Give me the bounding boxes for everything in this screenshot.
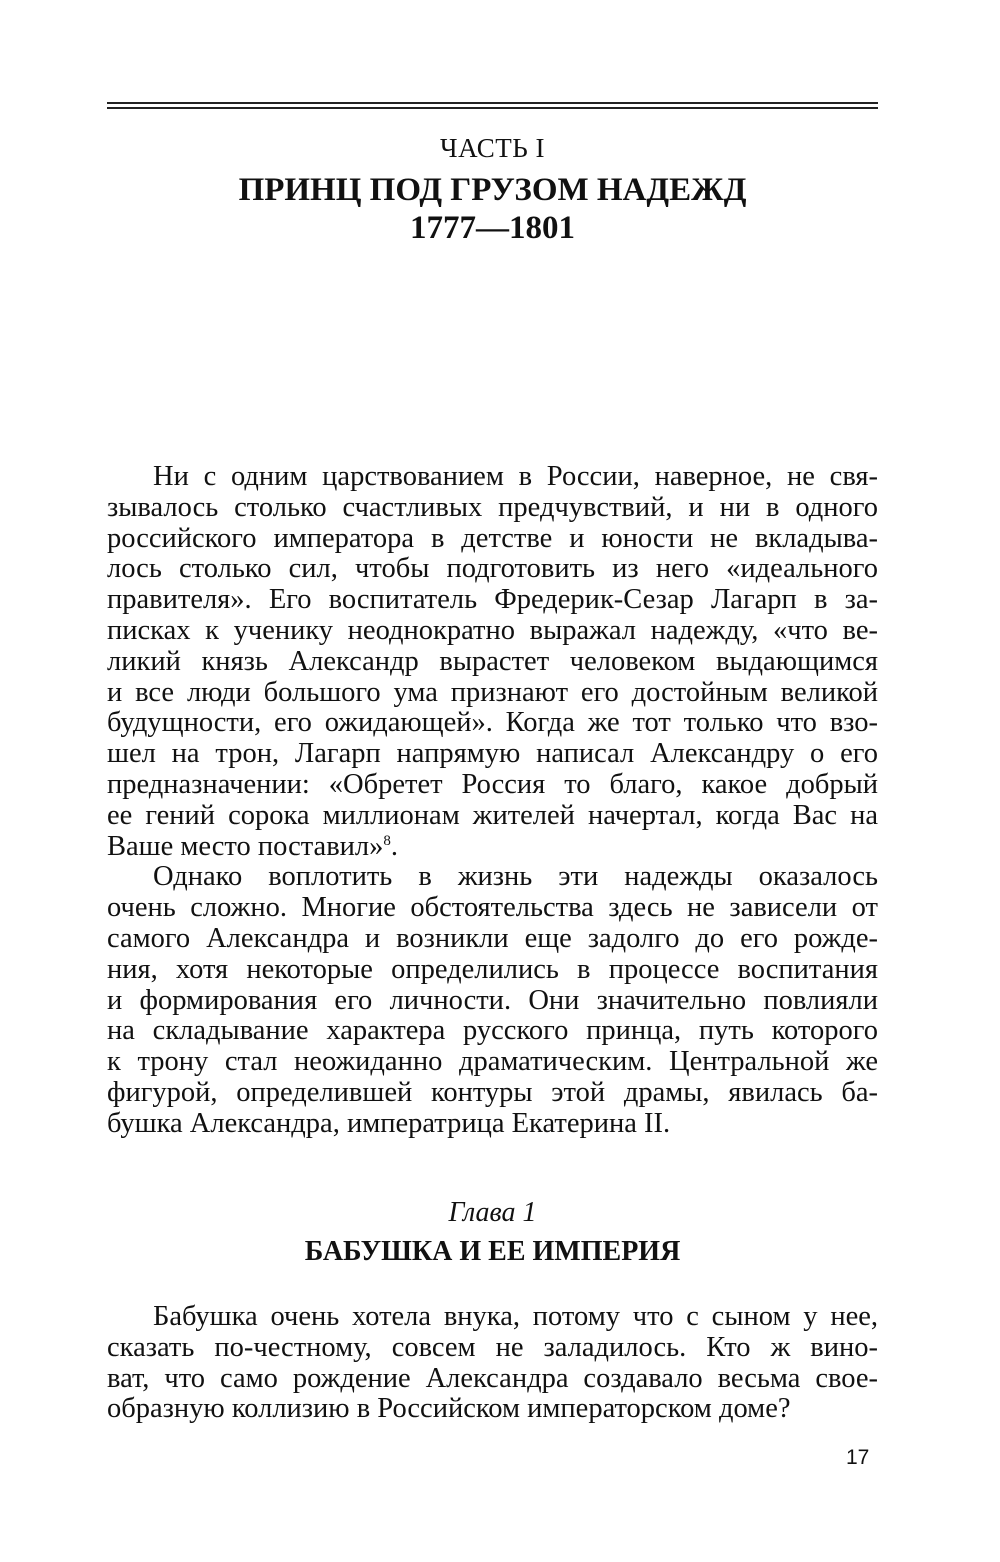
text-line: сказать по-честному, совсем не заладилось. Кто ж вино- xyxy=(107,1331,878,1363)
text-line: Бабушка очень хотела внука, потому что с сыном у нее, xyxy=(153,1301,878,1332)
text-line xyxy=(107,832,878,863)
text-line: писках к ученику неоднократно выражал надежду, «что ве- xyxy=(107,614,878,646)
text-line: Ни с одним царствованием в России, наверное, не свя- xyxy=(153,461,878,492)
chapter-title: БАБУШКА И ЕЕ ИМПЕРИЯ xyxy=(304,1236,681,1267)
top-rule-1 xyxy=(107,102,878,104)
text-line: правителя». Его воспитатель Фредерик-Сезар Лагарп в за- xyxy=(107,584,878,616)
page-number: 17 xyxy=(846,1446,870,1469)
chapter-label: Глава 1 xyxy=(448,1197,537,1228)
text-line: ее гений сорока миллионам жителей начертал, когда Вас на xyxy=(107,799,878,831)
footnote-reference[interactable]: 8 xyxy=(383,832,391,849)
text-line: лось столько сил, чтобы подготовить из него «идеального xyxy=(107,553,878,585)
text-line: зывалось столько счастливых предчувствий, и ни в одного xyxy=(107,491,878,523)
text-line: фигурой, определившей контуры этой драмы, явилась ба- xyxy=(107,1076,878,1108)
text-line: к трону стал неожиданно драматическим. Центральной же xyxy=(107,1046,878,1078)
text-line: бушка Александра, императрица Екатерина II. xyxy=(107,1107,671,1139)
intro-text xyxy=(107,462,878,1140)
text-line: ват, что само рождение Александра создавало весьма свое- xyxy=(107,1362,878,1394)
part-years: 1777—1801 xyxy=(410,210,575,246)
text-line: и все люди большого ума признают его достойным великой xyxy=(107,676,878,708)
text-line: и формирования его личности. Они значительно повлияли xyxy=(107,984,878,1016)
text-line: российского императора в детстве и юности не вкладыва- xyxy=(107,522,878,554)
text-line: ния, хотя некоторые определились в процессе воспитания xyxy=(107,953,878,985)
text-fragment: . xyxy=(390,830,398,862)
text-line: шел на трон, Лагарп напрямую написал Александру о его xyxy=(107,738,878,770)
top-rule-2 xyxy=(107,107,878,109)
text-line: будущности, его ожидающей». Когда же тот только что взо- xyxy=(107,707,878,739)
text-line: очень сложно. Многие обстоятельства здесь не зависели от xyxy=(107,892,878,924)
text-line: на складывание характера русского принца, путь которого xyxy=(107,1015,878,1047)
text-line: ликий князь Александр вырастет человеком выдающимся xyxy=(107,645,878,677)
text-line: предназначении: «Обретет Россия то благо, какое добрый xyxy=(107,768,878,800)
text-fragment: Ваше место поставил» xyxy=(107,830,384,862)
part-label: ЧАСТЬ I xyxy=(440,133,545,163)
text-line: Однако воплотить в жизнь эти надежды оказалось xyxy=(153,861,878,893)
text-line: самого Александра и возникли еще задолго до его рожде- xyxy=(107,922,878,954)
part-title: ПРИНЦ ПОД ГРУЗОМ НАДЕЖД xyxy=(238,172,747,208)
text-line: образную коллизию в Российском императорском доме? xyxy=(107,1393,791,1425)
chapter-text xyxy=(107,1302,878,1425)
